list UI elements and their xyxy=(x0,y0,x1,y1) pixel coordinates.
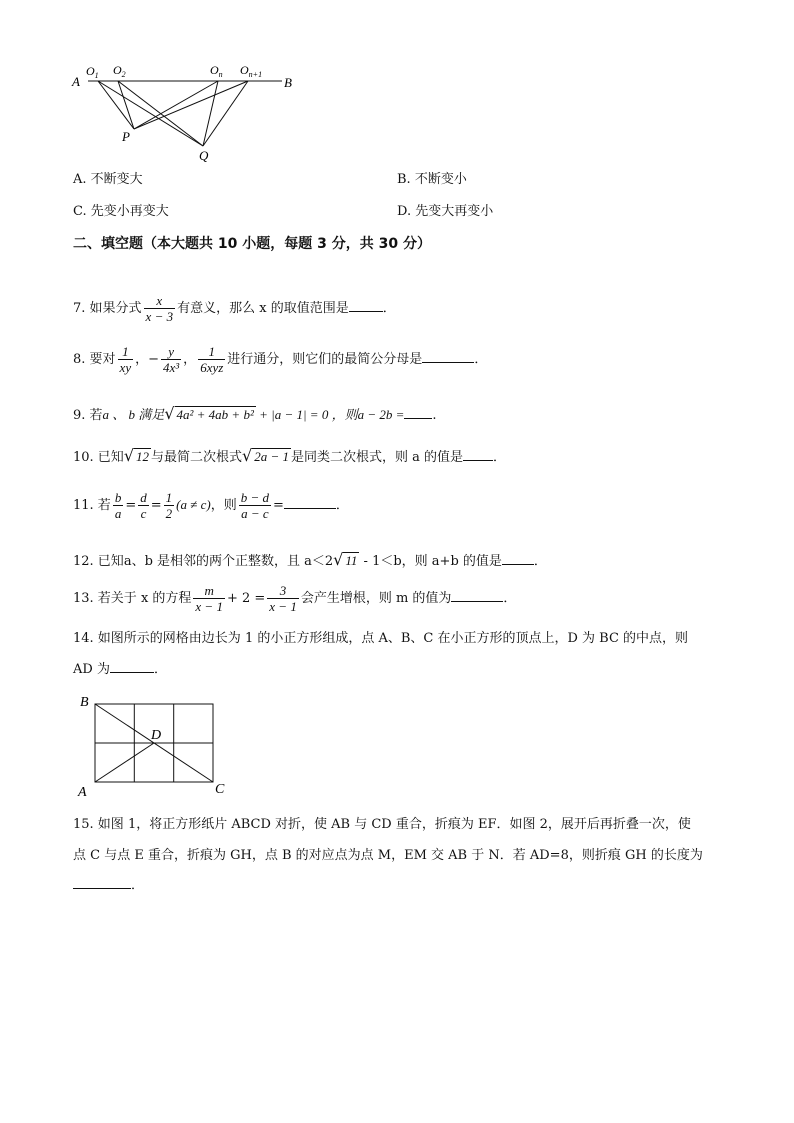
question-9: 9. 若a 、 b 满足√ 4a² + 4ab + b² + |a − 1| = 0 ，则a − 2b = . xyxy=(73,404,437,423)
option-c: C. 先变小再变大 xyxy=(73,204,169,219)
answer-blank[interactable] xyxy=(404,406,432,419)
label-O2: $O_2$ xyxy=(113,63,126,79)
answer-blank[interactable] xyxy=(451,589,503,602)
label-D: D xyxy=(151,728,162,743)
question-8: 8. 要对 $\frac{1}{xy}$ ，− $\frac{y}{\text{4x³}}$ ， $\frac{1}{\text{6xyz}}$ 进行通分，则它们的最简公分母是 ． xyxy=(73,344,488,375)
label-On1: $O_{n+1}$ xyxy=(240,63,263,79)
question-12: 12. 已知a、b 是相邻的两个正整数，且 a＜2√ 11 - 1＜b，则 a+b 的值是 ． xyxy=(73,550,547,569)
question-13: 13. 若关于 x 的方程 $\frac{m}{x - 1}$ + 2 = $\frac{3}{x - 1}$ 会产生增根，则 m 的值为 ． xyxy=(73,583,517,614)
question-14-line2: AD 为 ． xyxy=(73,662,167,677)
question-15-line3: ． xyxy=(73,876,144,896)
question-7: 7. 如果分式 $\frac{x}{x - 3}$ 有意义，那么 x 的取值范围是 ． xyxy=(73,293,396,324)
answer-blank[interactable] xyxy=(422,350,474,363)
option-d: D. 先变大再变小 xyxy=(397,204,494,219)
answer-blank[interactable] xyxy=(463,448,493,461)
grid-figure xyxy=(75,692,240,802)
answer-blank[interactable] xyxy=(349,299,383,312)
label-On: $O_n$ xyxy=(210,63,223,79)
label-Q: Q xyxy=(199,148,209,163)
answer-blank[interactable] xyxy=(502,552,534,565)
answer-blank[interactable] xyxy=(284,496,336,509)
question-14-line1: 14. 如图所示的网格由边长为 1 的小正方形组成，点 A、B、C 在小正方形的顶点上，D 为 BC 的中点，则 xyxy=(73,631,689,646)
option-a: A. 不断变大 xyxy=(73,172,143,187)
label-P: P xyxy=(122,129,130,144)
label-C: C xyxy=(215,782,225,797)
answer-blank[interactable] xyxy=(110,660,154,673)
answer-blank[interactable] xyxy=(73,876,131,889)
label-B: B xyxy=(284,75,292,90)
label-A: A xyxy=(72,74,80,89)
question-11: 11. 若 $\frac{b}{a}$ = $\frac{d}{c}$ = $\frac{1}{2}$ (a ≠ c)，则 $\frac{b - d}{a - c}$ = ． xyxy=(73,490,349,521)
option-b: B. 不断变小 xyxy=(397,172,467,187)
label-A: A xyxy=(78,785,87,800)
label-O1: $O_1$ xyxy=(86,64,99,80)
question-10: 10. 已知√ 12 与最简二次根式√ 2a − 1 是同类二次根式，则 a 的值是 ． xyxy=(73,446,507,465)
question-15-line2: 点 C 与点 E 重合，折痕为 GH，点 B 的对应点为点 M，EM 交 AB 于 N．若 AD=8，则折痕 GH 的长度为 xyxy=(73,848,703,863)
label-B: B xyxy=(80,695,89,710)
question-15-line1: 15. 如图 1，将正方形纸片 ABCD 对折，使 AB 与 CD 重合，折痕为 EF．如图 2，展开后再折叠一次，使 xyxy=(73,817,691,832)
section-title: 二、填空题（本大题共 10 小题，每题 3 分，共 30 分） xyxy=(73,236,431,252)
figure-segments-pq xyxy=(70,60,300,166)
